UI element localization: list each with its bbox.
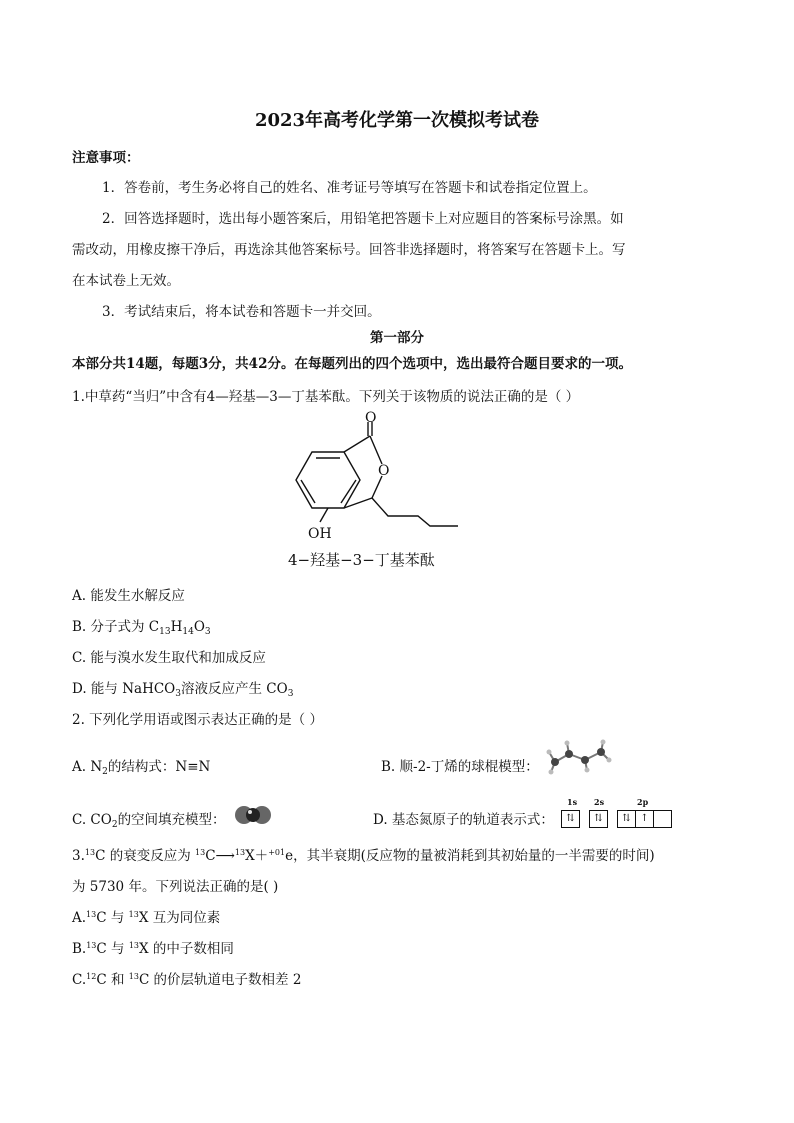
q3-option-c[interactable]: C.$^{12}$C 和 $^{13}$C 的价层轨道电子数相差 2 [72, 972, 302, 988]
q2-option-c[interactable]: C. $CO_2$的空间填充模型： [72, 812, 226, 830]
q1-option-c[interactable]: C. 能与溴水发生取代和加成反应 [72, 650, 266, 666]
q1-stem: 1.中草药“当归”中含有4—羟基—3—丁基苯酞。下列关于该物质的说法正确的是（ ） [72, 389, 580, 405]
ball-and-stick-model-icon [545, 738, 615, 778]
hydroxyl-label: OH [308, 526, 332, 542]
part-instructions: 本部分共14题，每题3分，共42分。在每题列出的四个选项中，选出最符合题目要求的一项。 [72, 356, 632, 372]
notice-item-1: 1．答卷前，考生务必将自己的姓名、准考证号等填写在答题卡和试卷指定位置上。 [102, 180, 597, 196]
orbital-label-2p: 2p [637, 797, 649, 807]
notice-item-2-line-1: 2．回答选择题时，选出每小题答案后，用铅笔把答题卡上对应题目的答案标号涂黑。如 [102, 211, 624, 227]
orbital-label-2s: 2s [594, 797, 605, 807]
q1-structure-diagram [270, 410, 480, 570]
space-filling-model-icon [233, 802, 273, 828]
q1-structure-caption: 4−羟基−3−丁基苯酞 [288, 551, 435, 569]
q3-stem-line-2: 为 5730 年。下列说法正确的是( ) [72, 879, 279, 895]
page-title: 2023年高考化学第一次模拟考试卷 [254, 110, 540, 131]
orbital-box-2s: ⇅ [589, 810, 608, 828]
benzene-ring [296, 452, 360, 508]
ring-oxygen-label: O [378, 463, 390, 479]
orbital-diagram [561, 797, 671, 831]
orbital-box-2p-3 [653, 810, 672, 828]
q2-stem: 2. 下列化学用语或图示表达正确的是（ ） [72, 712, 323, 728]
part-title: 第一部分 [370, 330, 424, 346]
q2-option-b[interactable]: B. 顺-2-丁烯的球棍模型： [381, 759, 539, 775]
q3-option-b[interactable]: B.$^{13}$C 与 $^{13}$X 的中子数相同 [72, 941, 234, 957]
q3-option-a[interactable]: A.$^{13}$C 与 $^{13}$X 互为同位素 [72, 910, 221, 926]
q3-stem-line-1: 3.13C 的衰变反应为 $^{13}$C⟶$^{13}$X＋$^{+01}$e，其半衰期(反应物的量被消耗到其初始量的一半需要的时间) [72, 848, 655, 864]
notice-heading: 注意事项： [72, 150, 140, 166]
notice-item-2-line-3: 在本试卷上无效。 [72, 273, 180, 289]
q1-option-d[interactable]: D. 能与 NaHCO$_3$溶液反应产生 $CO_3$ [72, 681, 294, 699]
orbital-box-2p-1: ⇅ [617, 810, 636, 828]
q2-option-d[interactable]: D. 基态氮原子的轨道表示式： [373, 812, 554, 828]
orbital-label-1s: 1s [567, 797, 578, 807]
notice-item-3: 3．考试结束后，将本试卷和答题卡一并交回。 [102, 304, 381, 320]
q2-option-a[interactable]: A. $N_2$的结构式：N≡N [72, 759, 211, 777]
q1-option-a[interactable]: A. 能发生水解反应 [72, 588, 185, 604]
orbital-box-1s: ⇅ [561, 810, 580, 828]
orbital-box-2p-2: ↑ [635, 810, 654, 828]
carbonyl-oxygen-label: O [365, 410, 377, 426]
q1-option-b[interactable]: B. 分子式为 $C_{13}H_{14}O_3$ [72, 619, 211, 637]
notice-item-2-line-2: 需改动，用橡皮擦干净后，再选涂其他答案标号。回答非选择题时，将答案写在答题卡上。写 [72, 242, 626, 258]
